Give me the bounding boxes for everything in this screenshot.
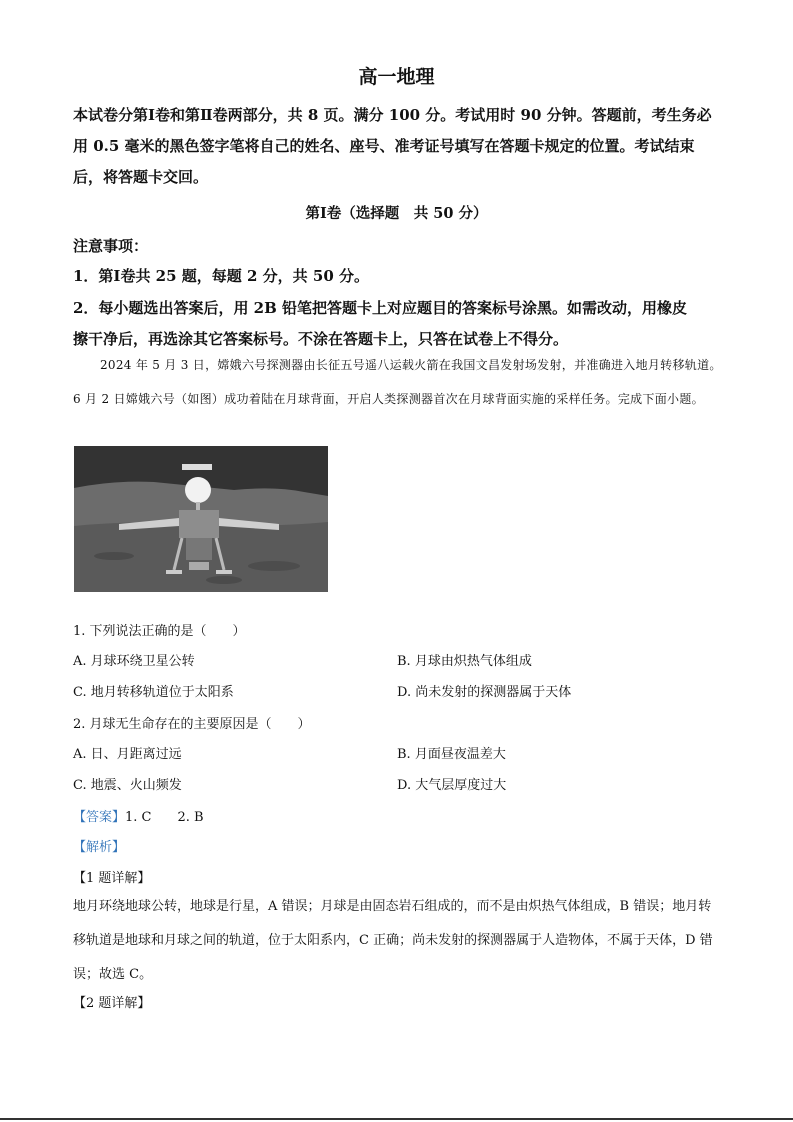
detail-2-label: 【2 题详解】 [73, 996, 151, 1011]
question-1-option-b: B. 月球由炽热气体组成 [397, 654, 532, 669]
reading-passage: 2024 年 5 月 3 日，嫦娥六号探测器由长征五号遥八运载火箭在我国文昌发射场发射，并准确进入地月转移轨道。6 月 2 日嫦娥六号（如图）成功着陆在月球背面，开启人类探测器首次在月球背面实施的采样任务。完成下面小题。 [73, 358, 722, 406]
question-2-option-a: A. 日、月距离过远 [73, 747, 182, 762]
answer-1: 1. C [125, 810, 152, 825]
exam-instructions: 本试卷分第Ⅰ卷和第Ⅱ卷两部分，共 8 页。满分 100 分。考试用时 90 分钟。答题前，考生务必用 0.5 毫米的黑色签字笔将自己的姓名、座号、准考证号填写在答题卡规定的位置。考试结束后，将答题卡交回。 [73, 106, 712, 186]
note-1: 1．第Ⅰ卷共 25 题，每题 2 分，共 50 分。 [73, 267, 369, 285]
question-2-stem: 2. 月球无生命存在的主要原因是（ ） [73, 717, 311, 732]
question-2-option-d: D. 大气层厚度过大 [397, 778, 507, 793]
section-heading: 第Ⅰ卷（选择题 共 50 分） [305, 205, 488, 222]
note-2-line-2: 擦干净后，再选涂其它答案标号。不涂在答题卡上，只答在试卷上不得分。 [73, 330, 569, 348]
question-1-stem: 1. 下列说法正确的是（ ） [73, 624, 246, 639]
question-1-option-a: A. 月球环绕卫星公转 [73, 654, 195, 669]
question-2-option-b: B. 月面昼夜温差大 [397, 747, 506, 762]
page-title: 高一地理 [358, 66, 435, 88]
question-1-option-d: D. 尚未发射的探测器属于天体 [397, 685, 572, 700]
answer-label: 【答案】 [73, 810, 126, 825]
analysis-label: 【解析】 [73, 840, 126, 855]
answer-line [73, 806, 204, 825]
detail-1-text: 地月环绕地球公转，地球是行星，A 错误；月球是由固态岩石组成的，而不是由炽热气体组成，B 错误；地月转移轨道是地球和月球之间的轨道，位于太阳系内，C 正确；尚未发射的探测器属于人造物体，不属于天体，D 错误；故选 C。 [73, 899, 713, 982]
question-1-option-c: C. 地月转移轨道位于太阳系 [73, 685, 234, 700]
question-2-option-c: C. 地震、火山频发 [73, 778, 182, 793]
notes-heading: 注意事项： [73, 237, 149, 255]
page-bottom-rule [0, 1118, 793, 1120]
answer-2: 2. B [177, 810, 204, 825]
change6-lander-photo [74, 446, 328, 592]
note-2-line-1: 2．每小题选出答案后，用 2B 铅笔把答题卡上对应题目的答案标号涂黑。如需改动，用橡皮 [73, 299, 688, 317]
detail-1-label: 【1 题详解】 [73, 871, 151, 886]
